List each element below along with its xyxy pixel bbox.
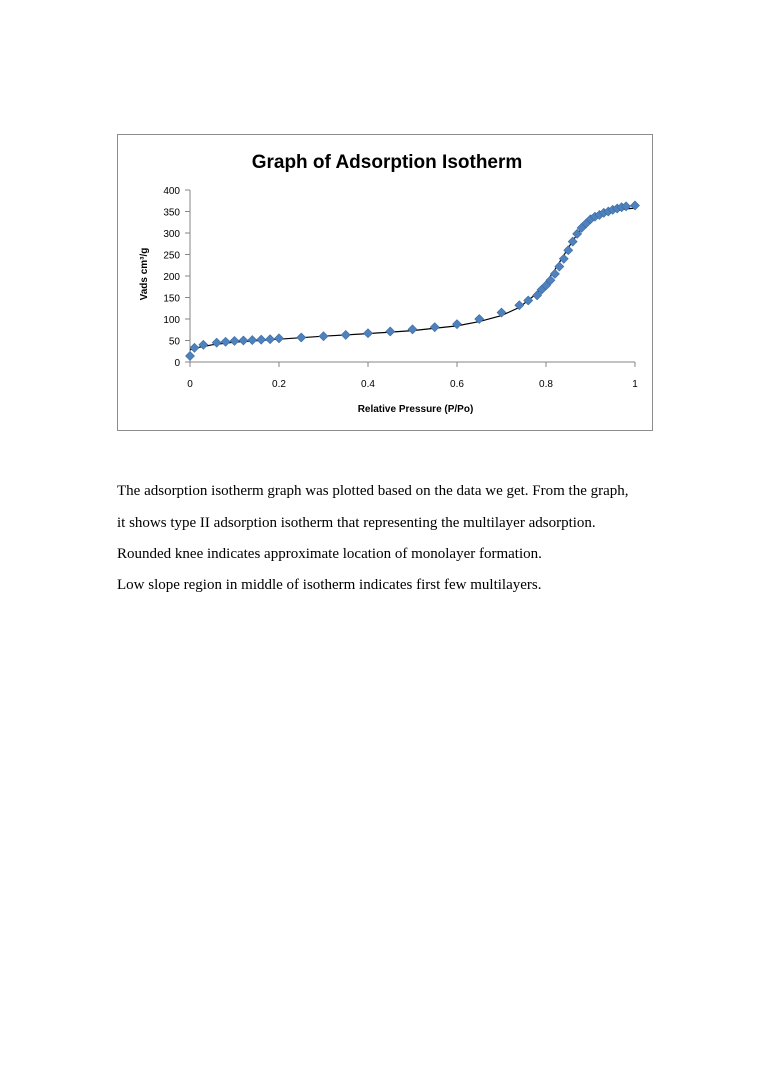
data-point: [386, 327, 395, 336]
data-point: [221, 337, 230, 346]
y-axis-label: Vads cm³/g: [139, 247, 150, 301]
y-tick-label: 300: [163, 229, 180, 240]
data-point: [190, 343, 199, 352]
x-tick-label: 0: [187, 379, 193, 390]
x-axis-label: Relative Pressure (P/Po): [357, 404, 474, 415]
caption-line-4: Low slope region in middle of isotherm indicates first few multilayers.: [117, 577, 542, 593]
chart-title: Graph of Adsorption Isotherm: [251, 152, 523, 173]
data-point: [212, 338, 221, 347]
data-point: [430, 323, 439, 332]
data-point: [248, 336, 257, 345]
data-point: [186, 351, 195, 360]
adsorption-chart: [0, 0, 768, 440]
y-tick-label: 400: [163, 186, 180, 197]
y-tick-label: 250: [163, 250, 180, 262]
data-point: [275, 334, 284, 343]
y-tick-label: 0: [174, 358, 180, 369]
x-tick-label: 0.8: [539, 379, 553, 390]
data-point: [266, 335, 275, 344]
data-point: [239, 336, 248, 345]
x-tick-label: 0.6: [450, 379, 464, 390]
data-point: [199, 340, 208, 349]
data-point: [408, 325, 417, 334]
caption-line-1: The adsorption isotherm graph was plotted based on the data we get. From the graph,: [117, 483, 629, 499]
y-tick-label: 150: [163, 293, 180, 305]
data-point: [453, 320, 462, 329]
data-point: [364, 329, 373, 338]
x-tick-label: 1: [632, 379, 638, 390]
data-point: [319, 332, 328, 341]
data-point: [497, 308, 506, 317]
data-point: [257, 335, 266, 344]
data-point: [230, 336, 239, 345]
data-point: [555, 262, 564, 271]
x-tick-label: 0.2: [272, 379, 286, 390]
y-tick-label: 350: [163, 207, 180, 219]
data-point: [341, 330, 350, 339]
y-tick-label: 200: [163, 272, 180, 283]
data-point: [297, 333, 306, 342]
y-tick-label: 50: [168, 336, 180, 348]
caption-line-3: Rounded knee indicates approximate location of monolayer formation.: [117, 546, 542, 562]
x-tick-label: 0.4: [361, 379, 375, 390]
y-tick-label: 100: [163, 315, 180, 326]
data-point: [559, 254, 568, 263]
caption-line-2: it shows type II adsorption isotherm that representing the multilayer adsorption.: [117, 515, 596, 531]
